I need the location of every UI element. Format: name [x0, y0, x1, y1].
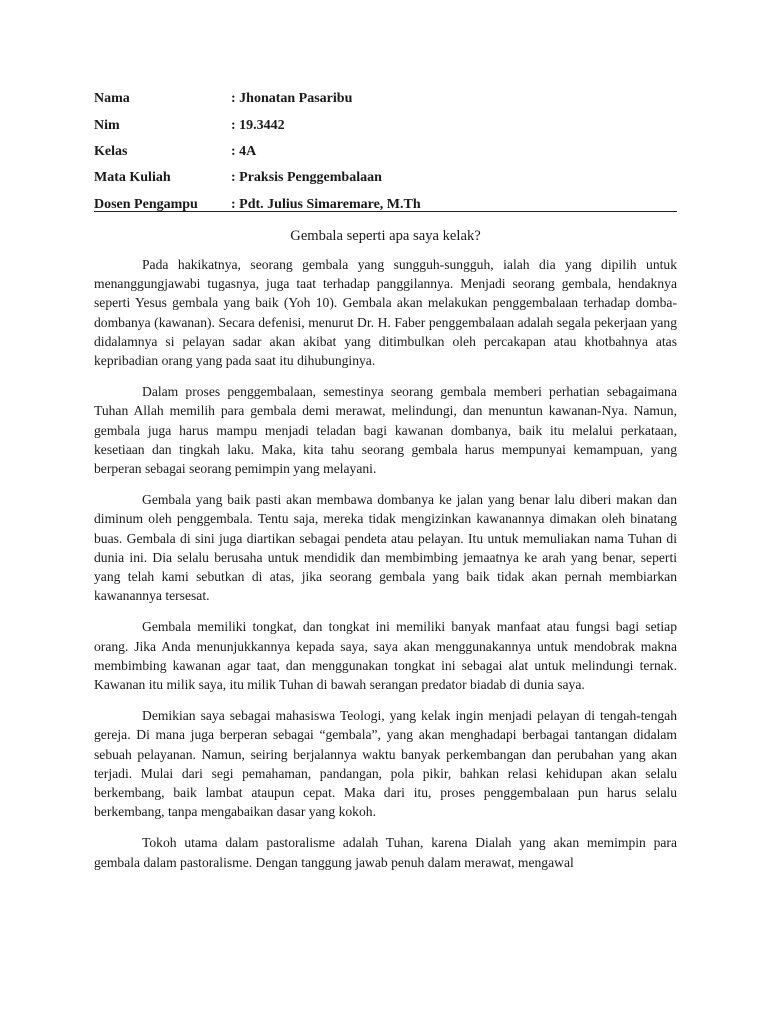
info-row-nim [94, 112, 677, 138]
body-paragraph: Pada hakikatnya, seorang gembala yang sungguh-sungguh, ialah dia yang dipilih untuk menanggungjawabi tugasnya, juga taat terhadap panggilannya. Menjadi seorang gembala, hendaknya seperti Yesus gembala yang baik (Yoh 10). Gembala akan melakukan penggembalaan terhadap domba-dombanya (kawanan). Secara defenisi, menurut Dr. H. Faber penggembalaan adalah segala pekerjaan yang didalamnya si pelayan sadar akan akibat yang ditimbulkan oleh percakapan atau khotbahnya atas kepribadian orang yang pada saat itu dihubunginya. [94, 257, 677, 369]
info-value: : 19.3442 [231, 117, 285, 133]
info-row-mata-kuliah [94, 165, 677, 191]
header-divider [94, 211, 677, 212]
info-value: : Praksis Penggembalaan [231, 170, 382, 186]
info-label: Kelas [94, 143, 128, 159]
info-label: Dosen Pengampu [94, 196, 198, 212]
info-label: Nama [94, 91, 130, 107]
info-row-dosen-pengampu [94, 192, 677, 218]
body-paragraph: Dalam proses penggembalaan, semestinya seorang gembala memberi perhatian sebagaimana Tuhan Allah memilih para gembala demi merawat, melindungi, dan menuntun kawanan-Nya. Namun, gembala juga harus mampu menjadi teladan bagi kawanan dombanya, baik itu melalui perkataan, kesetiaan dan tingkah laku. Maka, kita tahu seorang gembala harus mempunyai kemampuan, yang berperan sebagai seorang pemimpin yang melayani. [94, 384, 677, 477]
info-value: : Jhonatan Pasaribu [231, 91, 353, 107]
info-row-kelas [94, 139, 677, 165]
student-info-header [94, 86, 677, 218]
body-paragraph: Demikian saya sebagai mahasiswa Teologi, yang kelak ingin menjadi pelayan di tengah-tengah gereja. Di mana juga berperan sebagai “gembala”, yang akan menghadapi berbagai tantangan didalam sebuah pelayanan. Namun, seiring berjalannya waktu banyak perkembangan dan perubahan yang akan terjadi. Mulai dari segi pemahaman, pandangan, pola pikir, bahkan relasi kehidupan akan selalu berkembang, baik lambat ataupun cepat. Maka dari itu, proses penggembalaan pun harus selalu berkembang, tanpa mengabaikan dasar yang kokoh. [94, 708, 677, 820]
body-paragraph: Tokoh utama dalam pastoralisme adalah Tuhan, karena Dialah yang akan memimpin para gembala dalam pastoralisme. Dengan tanggung jawab penuh dalam merawat, mengawal [94, 835, 677, 870]
info-label: Mata Kuliah [94, 170, 171, 186]
info-value: : Pdt. Julius Simaremare, M.Th [231, 196, 421, 212]
body-paragraph: Gembala yang baik pasti akan membawa dombanya ke jalan yang benar lalu diberi makan dan diminum oleh penggembala. Tentu saja, mereka tidak mengizinkan kawanannya dimakan oleh binatang buas. Gembala di sini juga diartikan sebagai pendeta atau pelayan. Itu untuk memuliakan nama Tuhan di dunia ini. Dia selalu berusaha untuk mendidik dan membimbing jemaatnya ke arah yang benar, seperti yang telah kami sebutkan di atas, jika seorang gembala yang baik tidak akan pernah membiarkan kawanannya tersesat. [94, 492, 677, 604]
info-label: Nim [94, 117, 120, 133]
info-value: : 4A [231, 143, 257, 159]
info-row-nama [94, 86, 677, 112]
document-title: Gembala seperti apa saya kelak? [290, 228, 481, 244]
document-body [94, 255, 677, 884]
body-paragraph: Gembala memiliki tongkat, dan tongkat ini memiliki banyak manfaat atau fungsi bagi setiap orang. Jika Anda menunjukkannya kepada saya, saya akan menggunakannya untuk mendobrak makna membimbing kawanan agar taat, dan menggunakan tongkat ini sebagai alat untuk melindungi ternak. Kawanan itu milik saya, itu milik Tuhan di bawah serangan predator biadab di dunia saya. [94, 619, 677, 693]
